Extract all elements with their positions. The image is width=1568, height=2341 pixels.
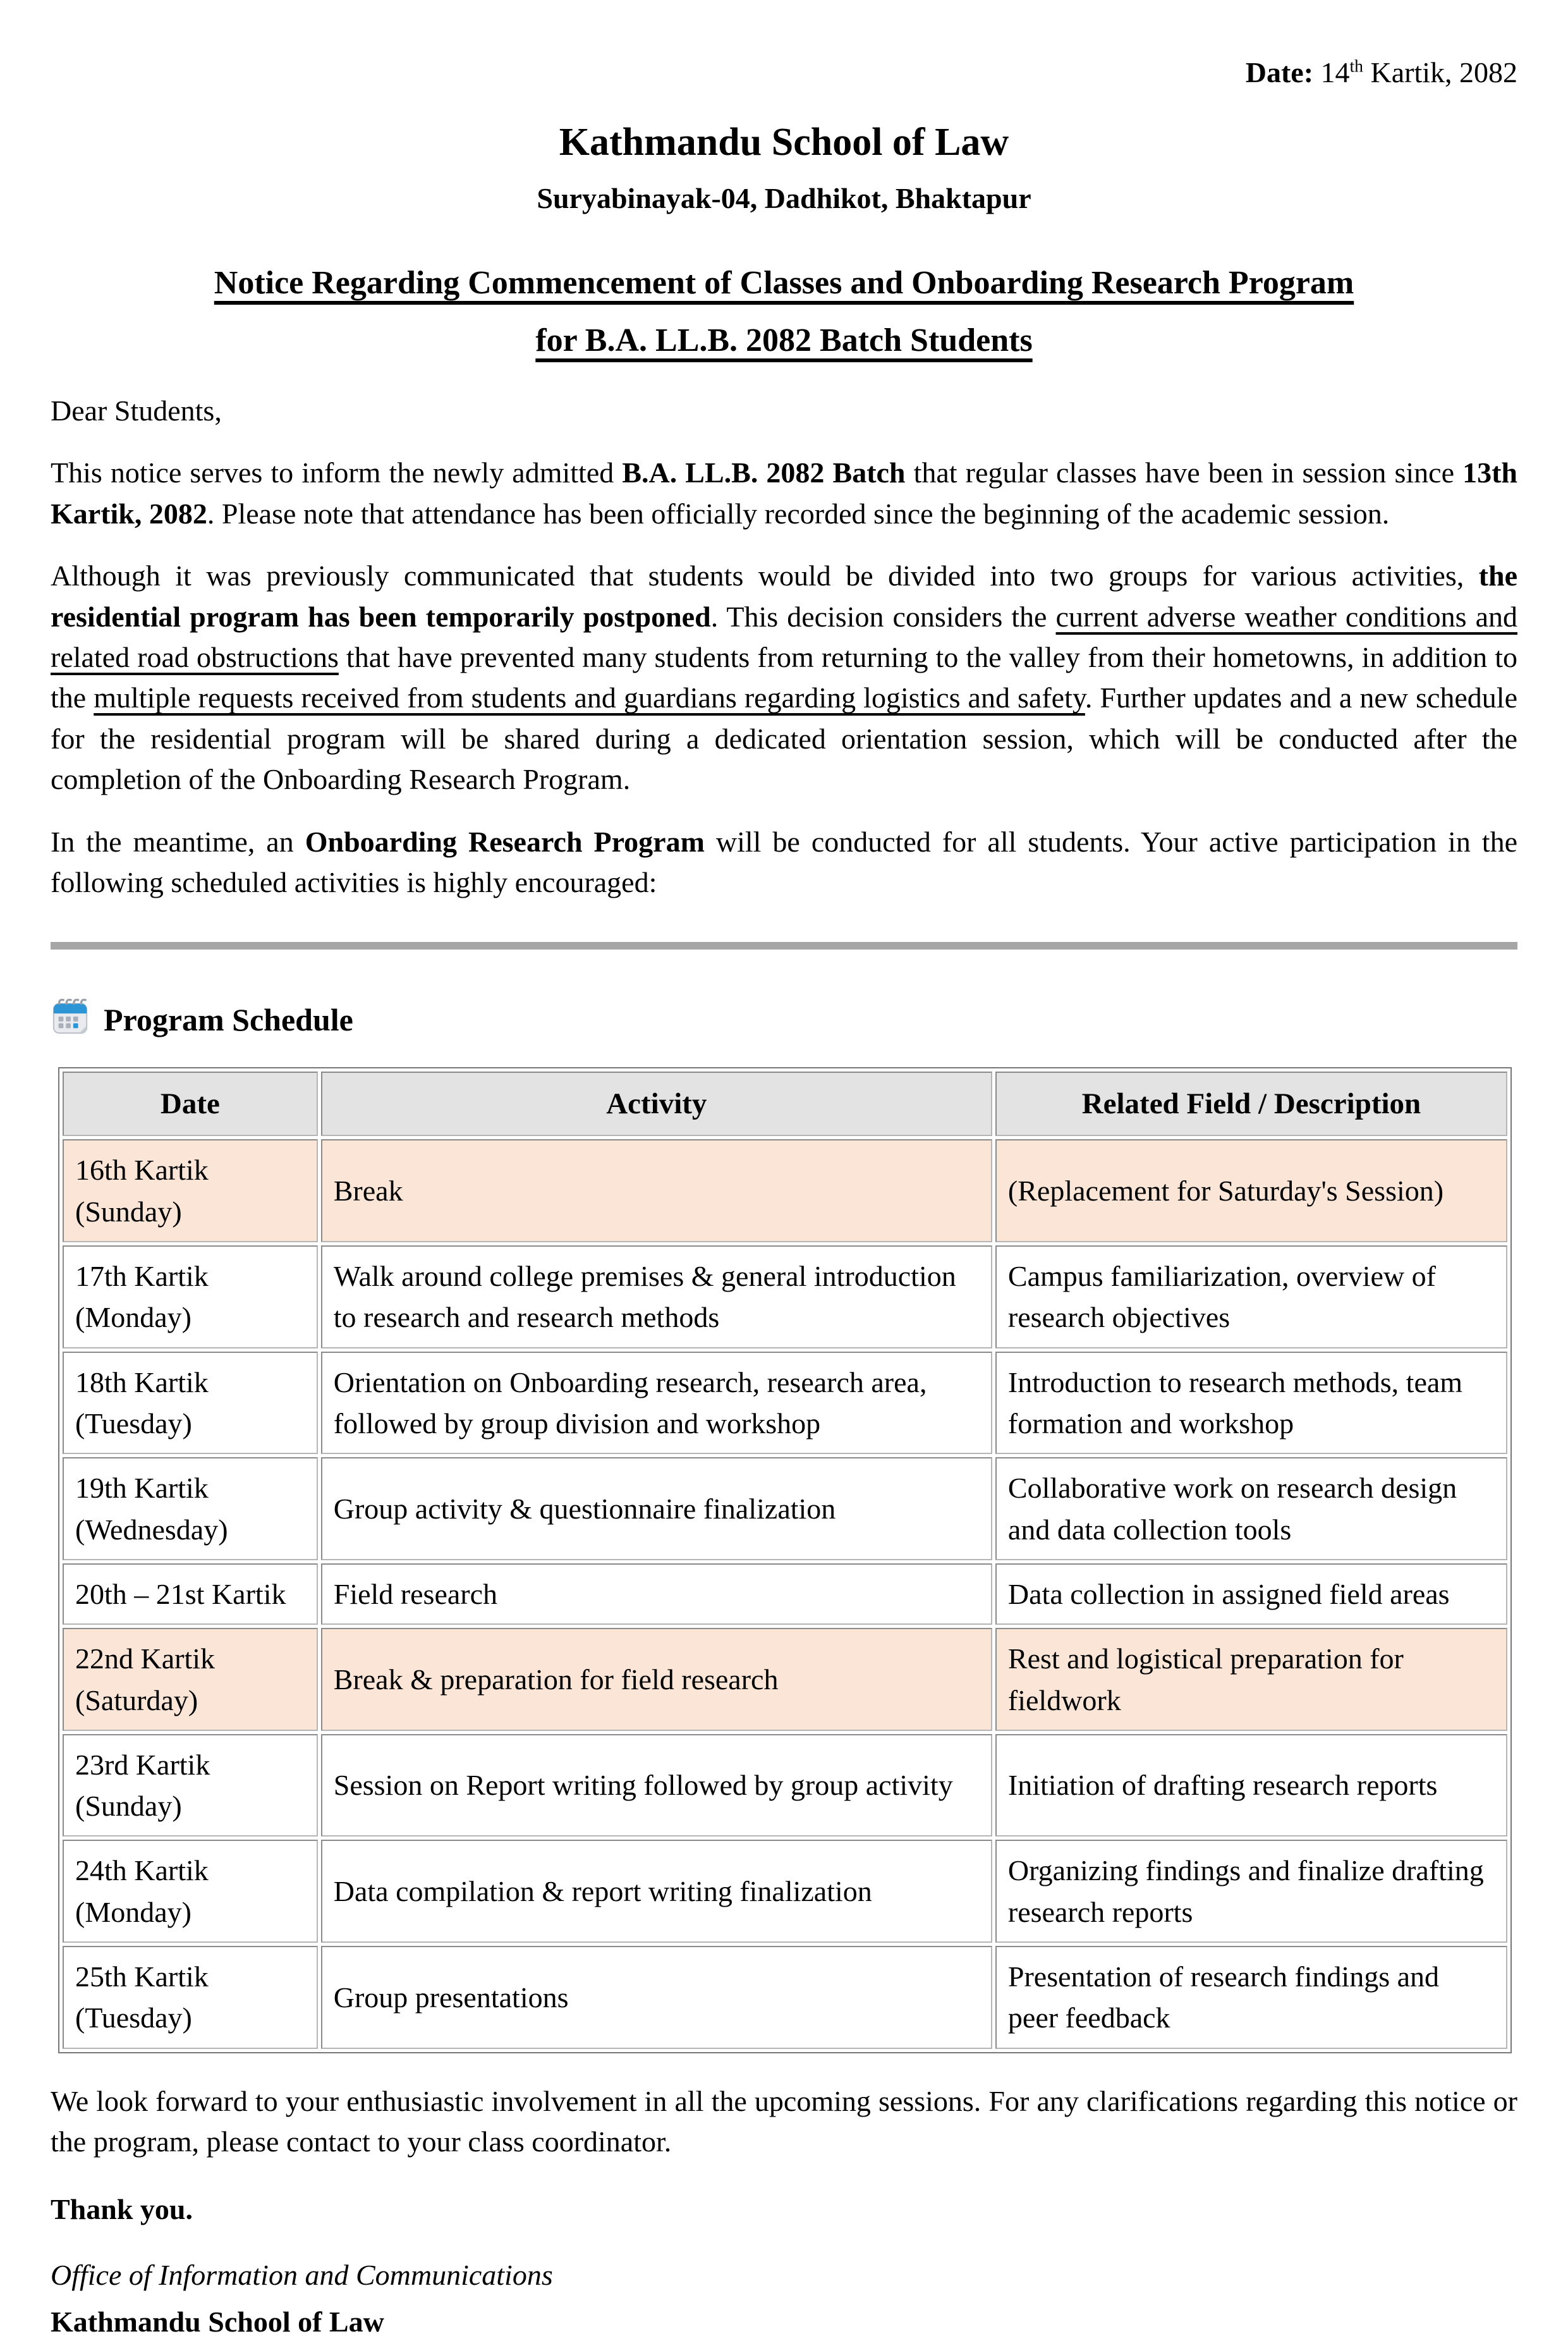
text-run: In the meantime, an: [51, 825, 305, 858]
school-address: Suryabinayak-04, Dadhikot, Bhaktapur: [537, 182, 1031, 215]
activity-cell: Break: [321, 1139, 992, 1242]
schedule-heading-label: Program Schedule: [104, 1002, 353, 1038]
text-run: . Please note that attendance has been officially recorded since the beginning of the academic session.: [207, 497, 1390, 530]
date-label: Date:: [1245, 56, 1314, 89]
table-row: [63, 1946, 1507, 2049]
activity-cell: Walk around college premises & general introduction to research and research methods: [321, 1245, 992, 1348]
date-cell: 22nd Kartik (Saturday): [63, 1628, 318, 1731]
date-cell: 20th – 21st Kartik: [63, 1563, 318, 1625]
text-run: that have prevented many students from returning to the valley from their hometowns, in addition to the: [51, 641, 1518, 714]
text-run: [1313, 56, 1321, 89]
description-cell: (Replacement for Saturday's Session): [995, 1139, 1507, 1242]
signature-school-name: Kathmandu School of Law: [51, 2306, 384, 2338]
date-cell: 16th Kartik (Sunday): [63, 1139, 318, 1242]
text-run: 13th Kartik, 2082: [51, 456, 1517, 530]
activity-cell: Field research: [321, 1563, 992, 1625]
schedule-heading: [51, 996, 1517, 1043]
date-cell: 19th Kartik (Wednesday): [63, 1457, 318, 1560]
section-divider: [51, 942, 1517, 950]
notice-title-line1: Notice Regarding Commencement of Classes and Onboarding Research Program: [214, 265, 1354, 302]
table-row: [63, 1139, 1507, 1242]
paragraph-postponement: [51, 556, 1517, 800]
date-cell: 17th Kartik (Monday): [63, 1245, 318, 1348]
date-day: 14: [1320, 56, 1350, 89]
activity-cell: Group presentations: [321, 1946, 992, 2049]
notice-title: [51, 254, 1517, 369]
text-run: Onboarding Research Program: [305, 825, 705, 858]
table-row: [63, 1245, 1507, 1348]
date-cell: 25th Kartik (Tuesday): [63, 1946, 318, 2049]
text-run: Although it was previously communicated that students would be divided into two groups for various activities,: [51, 559, 1479, 592]
column-header-date: Date: [63, 1072, 318, 1136]
description-cell: Data collection in assigned field areas: [995, 1563, 1507, 1625]
date-cell: 23rd Kartik (Sunday): [63, 1734, 318, 1837]
text-run: current adverse weather conditions and related road obstructions: [51, 600, 1517, 674]
school-name: Kathmandu School of Law: [559, 120, 1009, 164]
salutation: Dear Students,: [51, 394, 222, 427]
description-cell: Introduction to research methods, team formation and workshop: [995, 1352, 1507, 1455]
paragraph-classes-info: [51, 453, 1517, 534]
document-date: [51, 54, 1517, 92]
column-header-activity: Activity: [321, 1072, 992, 1136]
text-run: This notice serves to inform the newly admitted: [51, 456, 623, 489]
closing-paragraph: We look forward to your enthusiastic involvement in all the upcoming sessions. For any clarifications regarding this notice or the program, please contact to your class coordinator.: [51, 2084, 1517, 2158]
paragraph-onboarding: [51, 822, 1517, 903]
activity-cell: Data compilation & report writing finalization: [321, 1840, 992, 1943]
text-run: will be conducted for all students. Your active participation in the following scheduled activities is highly encouraged:: [51, 825, 1517, 898]
text-run: the residential program has been temporarily postponed: [51, 559, 1517, 633]
text-run: B.A. LL.B. 2082 Batch: [622, 456, 906, 489]
text-run: . This decision considers the: [710, 600, 1056, 633]
activity-cell: Group activity & questionnaire finalization: [321, 1457, 992, 1560]
table-row: [63, 1840, 1507, 1943]
description-cell: Presentation of research findings and peer feedback: [995, 1946, 1507, 2049]
activity-cell: Break & preparation for field research: [321, 1628, 992, 1731]
issuing-office: Office of Information and Communications: [51, 2259, 553, 2292]
table-row: [63, 1457, 1507, 1560]
description-cell: Collaborative work on research design and data collection tools: [995, 1457, 1507, 1560]
table-header-row: [63, 1072, 1507, 1136]
date-rest: Kartik, 2082: [1363, 56, 1517, 89]
description-cell: Campus familiarization, overview of research objectives: [995, 1245, 1507, 1348]
text-run: . Further updates and a new schedule for the residential program will be shared during a dedicated orientation session, which will be conducted after the completion of the Onboarding Research Program.: [51, 682, 1518, 796]
date-cell: 18th Kartik (Tuesday): [63, 1352, 318, 1455]
table-row: [63, 1352, 1507, 1455]
description-cell: Organizing findings and finalize drafting research reports: [995, 1840, 1507, 1943]
program-schedule-table: [58, 1067, 1512, 2053]
table-row: [63, 1734, 1507, 1837]
text-run: that regular classes have been in session since: [905, 456, 1463, 489]
description-cell: Rest and logistical preparation for fieldwork: [995, 1628, 1507, 1731]
notice-title-line2: for B.A. LL.B. 2082 Batch Students: [535, 322, 1033, 359]
description-cell: Initiation of drafting research reports: [995, 1734, 1507, 1837]
date-ordinal: th: [1349, 56, 1363, 76]
table-row: [63, 1628, 1507, 1731]
table-row: [63, 1563, 1507, 1625]
activity-cell: Session on Report writing followed by group activity: [321, 1734, 992, 1837]
calendar-icon: [51, 996, 90, 1043]
column-header-description: Related Field / Description: [995, 1072, 1507, 1136]
text-run: multiple requests received from students and guardians regarding logistics and safety: [94, 682, 1085, 714]
thank-you: Thank you.: [51, 2193, 193, 2226]
date-cell: 24th Kartik (Monday): [63, 1840, 318, 1943]
activity-cell: Orientation on Onboarding research, research area, followed by group division and workshop: [321, 1352, 992, 1455]
